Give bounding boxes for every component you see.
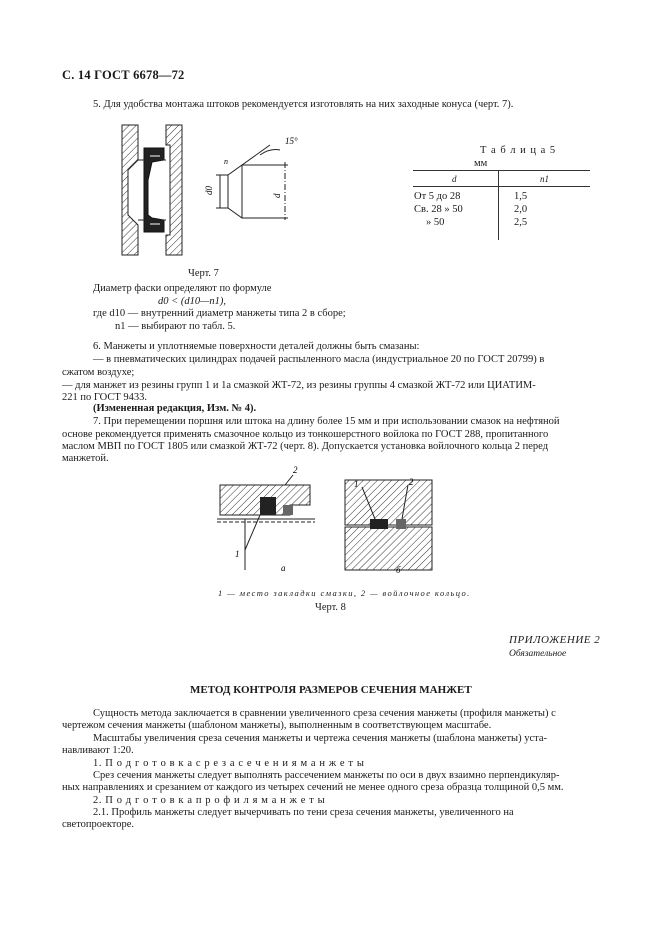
method-p1-line-1: Сущность метода заключается в сравнении увеличенного среза сечения манжеты (профиля манжеты) с — [93, 708, 556, 719]
section-1-line-2: ных направлениях и срезанием от каждого из четырех сечений не менее одного среза образца толщиной 0,5 мм. — [62, 782, 564, 793]
fig8b-label-b: б — [396, 565, 401, 575]
table-5-title: Т а б л и ц а 5 — [480, 145, 557, 156]
paragraph-5: 5. Для удобства монтажа штоков рекомендуется изготовлять на них заходные конуса (черт. 7). — [93, 99, 514, 110]
table-5-row-3-value: 2,5 — [514, 217, 528, 228]
figure-7-drawing — [120, 120, 320, 260]
appendix-note: Обязательное — [509, 649, 567, 659]
table-5-row-2-range: Св. 28 » 50 — [414, 204, 463, 215]
fig7-label-n: n — [224, 157, 228, 166]
paragraph-7-line-1: 7. При перемещении поршня или штока на длину более 15 мм и при использовании смазок на нефтяной — [93, 416, 560, 427]
table-5-header-n: n1 — [540, 174, 549, 184]
paragraph-7-line-2: основе рекомендуется применять смазочное кольцо из тонкошерстного войлока по ГОСТ 288, пропитанного — [62, 429, 549, 440]
formula-expression: d0 < (d10—n1), — [158, 296, 227, 307]
formula-where-1: где d10 — внутренний диаметр манжеты типа 2 в сборе; — [93, 308, 346, 319]
method-p1-line-2: чертежом сечения манжеты (шаблоном манжеты), выполненным в соответствующем масштабе. — [62, 720, 492, 731]
table-5-top-rule — [413, 170, 590, 171]
paragraph-6-item-2-line-1: — для манжет из резины групп 1 и 1а смазкой ЖТ-72, из резины группы 4 смазкой ЖТ-72 или ЦИАТИМ- — [62, 380, 536, 391]
section-2-1-line-1: 2.1. Профиль манжеты следует вычерчивать по тени среза сечения манжеты, увеличенного на — [93, 807, 514, 818]
paragraph-6-item-2-line-2: 221 по ГОСТ 9433. — [62, 392, 148, 403]
fig7-label-d0: d0 — [204, 186, 214, 195]
section-2-1-line-2: светопроекторе. — [62, 819, 135, 830]
table-5-column-rule — [498, 170, 499, 240]
formula-intro: Диаметр фаски определяют по формуле — [93, 283, 272, 294]
figure-8b-drawing — [340, 475, 440, 575]
fig8b-label-1: 1 — [354, 479, 359, 489]
fig7-label-d: d — [272, 193, 282, 198]
paragraph-7-line-3: маслом МВП по ГОСТ 1805 или смазкой ЖТ-72 (черт. 8). Допускается установка войлочного кольца 2 перед — [62, 441, 549, 452]
method-p2-line-2: навливают 1:20. — [62, 745, 134, 756]
table-5-row-3-range: » 50 — [426, 217, 445, 228]
table-5-row-1-value: 1,5 — [514, 191, 528, 202]
table-5-unit: мм — [474, 158, 488, 169]
table-5-row-1-range: От 5 до 28 — [414, 191, 461, 202]
figure-8-caption: Черт. 8 — [315, 602, 346, 613]
page-header: С. 14 ГОСТ 6678—72 — [62, 68, 185, 82]
fig8b-label-2: 2 — [409, 477, 414, 487]
fig7-angle: 15° — [285, 136, 298, 146]
paragraph-7-line-4: манжетой. — [62, 453, 109, 464]
table-5-header-rule — [413, 186, 590, 187]
figure-8a-drawing — [215, 465, 325, 575]
formula-where-2: n1 — выбирают по табл. 5. — [115, 321, 236, 332]
figure-8-legend: 1 — место закладки смазки, 2 — войлочное кольцо. — [218, 588, 471, 598]
paragraph-6-item-1-line-1: — в пневматических цилиндрах подачей распыленного масла (индустриальное 20 по ГОСТ 20799) в — [93, 354, 545, 365]
figure-7-caption: Черт. 7 — [188, 268, 219, 279]
paragraph-6-intro: 6. Манжеты и уплотняемые поверхности деталей должны быть смазаны: — [93, 341, 420, 352]
appendix-title: ПРИЛОЖЕНИЕ 2 — [509, 634, 601, 646]
fig8a-label-1: 1 — [235, 549, 240, 559]
section-2-heading: 2. П о д г о т о в к а п р о ф и л я м а н ж е т ы — [93, 795, 326, 806]
method-title: МЕТОД КОНТРОЛЯ РАЗМЕРОВ СЕЧЕНИЯ МАНЖЕТ — [190, 684, 472, 696]
method-p2-line-1: Масштабы увеличения среза сечения манжеты и чертежа сечения манжеты (шаблона манжеты) уста- — [93, 733, 547, 744]
table-5-row-2-value: 2,0 — [514, 204, 528, 215]
revision-note: (Измененная редакция, Изм. № 4). — [93, 403, 257, 414]
paragraph-6-item-1-line-2: сжатом воздухе; — [62, 367, 135, 378]
section-1-line-1: Срез сечения манжеты следует выполнять рассечением манжеты по оси в двух взаимно перпендикуляр- — [93, 770, 560, 781]
section-1-heading: 1. П о д г о т о в к а с р е з а с е ч е н и я м а н ж е т ы — [93, 758, 365, 769]
table-5-header-d: d — [452, 174, 457, 184]
fig8a-label-a: а — [281, 563, 286, 573]
fig8a-label-2: 2 — [293, 465, 298, 475]
